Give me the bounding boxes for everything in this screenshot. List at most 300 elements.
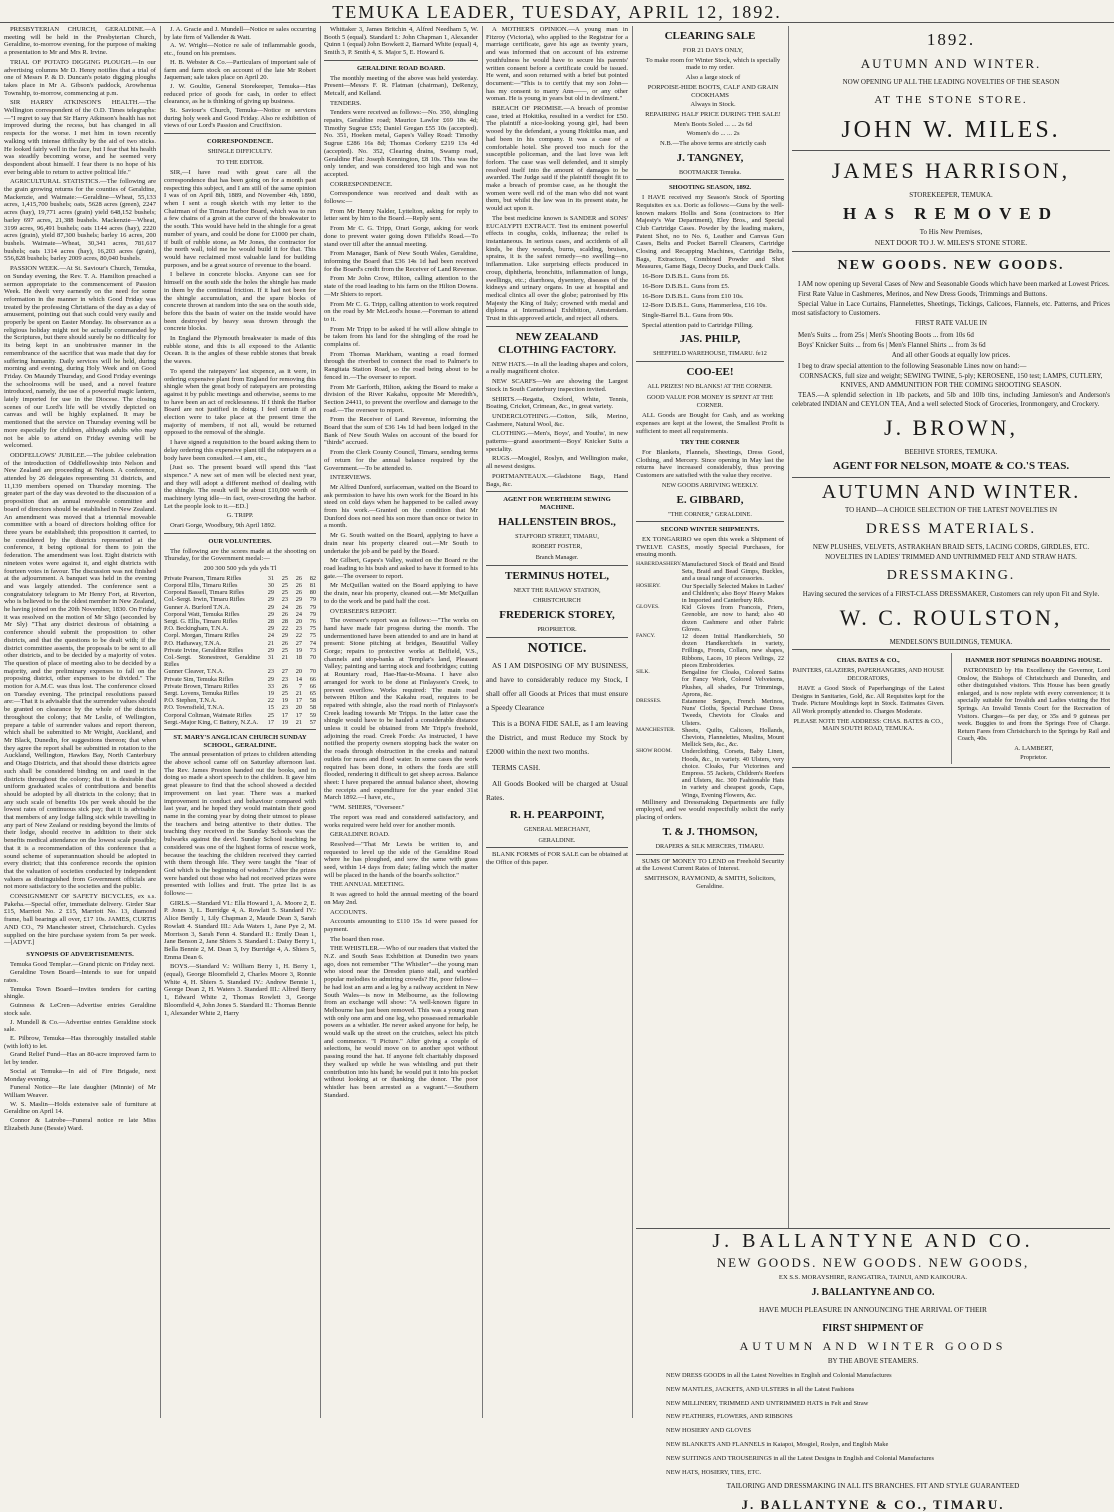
score-a: 21	[267, 639, 274, 647]
score-b: 17	[281, 711, 288, 719]
score-b: 25	[281, 574, 288, 582]
gun-item: 16-Bore D.B.B.L. Guns from £5.	[642, 282, 730, 290]
department-desc: Estamene Serges, French Merinos, Nuns' Cloths, Special Purchase Dress Tweeds, Cheviots for Cloaks and Ulsters.	[681, 697, 784, 727]
news-paragraph: AGRICULTURAL STATISTICS.—The following are the grain growing returns for the counties of Geraldine, Mackenzie, and Waimate:—Geraldine—Wheat, 55,133 acres, 1,415,700 bushels; oats, 5628 acres (green), 2247 acres (hay), 19,771 acres (grain) yield 648,152 bushels; barley 697 acres, 21,388 bushels. Mackenzie—Wheat, 3199 acres, 96,491 bushels; oats 1144 acres (hay), 2220 acres (grain), yield 87,300 bushels; barley 16 acres, 200 bushels. Waimate—Wheat, 30,341 acres, 781,617 bushels; oats 1314 acres (hay), 16,203 acres (grain), 556,828 bushels; barley 2009 acres, 80,040 bushels.	[4, 178, 156, 263]
synopsis-item: Connor & Latrobe—Funeral notice re late Miss Elizabeth June (Bessie) Ward.	[4, 1117, 156, 1132]
synopsis-item: E. Pilbrow, Temuka—Has thoroughly installed stable (with loft) to let.	[4, 1035, 156, 1050]
ballantyne-autumn: AUTUMN AND WINTER GOODS	[739, 1338, 1007, 1353]
column-5	[636, 26, 784, 1418]
score-a: 19	[267, 689, 274, 697]
new-goods-6: And all other Goods at equally low prices.	[891, 351, 1011, 360]
road-board-paragraph: Mr Alfred Dunford, surfaceman, waited on the Board to ask permission to have his own work for the Board in his steed on cold days when he happened to be called away from his work.—Granted on the condition that Mr Dunford does not need his son more than once or twice in a month.	[324, 483, 478, 530]
james-harrison: JAMES HARRISON,	[831, 158, 1071, 184]
road-board-body	[324, 75, 478, 1100]
department-name: DRESSES.	[636, 697, 662, 704]
clearing-sale-title: CLEARING SALE	[664, 30, 756, 42]
score-table	[164, 575, 316, 726]
ballantyne-steamers: EX S.S. MORAYSHIRE, RANGATIRA, TAINUI, AND KAIKOURA.	[778, 1274, 968, 1281]
letter-paragraph: SIR,—I have read with great care all the correspondence that has been going on for a month past respecting this subject, and I am still of the same opinion I was of on April 8th, 1889, and November 4th, 1890, when I sent a rough sketch with my letter to the Chairman of the Timaru Harbor Board, which was to run a few chains of a groin at the curve of the breakwater to the south. This would have held in the shingle for a great number of years, and could be done for £1000 per chain, if built of rubble stone, as Mr Jones, the contractor for the north wall, told me he would build it for that. This would have reclaimed most valuable land for building purposes, and be a great source of revenue to the board.	[164, 169, 316, 269]
score-row	[164, 712, 316, 719]
ballantyne-item: NEW SUITINGS AND TROUSERINGS in all the Latest Designs in English and Colonial Manufactures	[666, 1454, 934, 1462]
score-name: Gunner Cleaver, T.N.A.	[164, 668, 225, 676]
department-desc: Sheets, Quilts, Calicoes, Hollands, Cheviots, Flannelettes, Muslins, Mount Mellick Sets, &c., &c.	[681, 726, 784, 749]
to-the-editor: TO THE EDITOR.	[216, 158, 264, 166]
score-row	[164, 575, 316, 582]
department-desc: Bengaline for Cloaks, Colored Satins for Fancy Work, Colored Velveteens, Plushes, all shades, Fur Trimmings, Aprons, &c.	[681, 669, 784, 698]
autumn-winter: AUTUMN AND WINTER.	[860, 56, 1042, 71]
department-table	[636, 561, 784, 799]
score-b: 25	[281, 689, 288, 697]
department-name: SHOW ROOM.	[636, 748, 672, 755]
department-row	[636, 633, 784, 669]
bates-advert	[792, 653, 945, 764]
hallenstein-name: HALLENSTEIN BROS.,	[498, 515, 616, 528]
ballantyne-by: BY THE ABOVE STEAMERS.	[827, 1356, 919, 1365]
score-a: 31	[267, 653, 274, 661]
score-name: Corpl. Morgan, Timaru Rifles	[164, 632, 240, 640]
department-row	[636, 748, 784, 798]
department-row	[636, 727, 784, 749]
score-name: P.O. Townsfield, T.N.A.	[164, 704, 225, 712]
score-name: Gunner A. Burford T.N.A.	[164, 603, 231, 611]
dressmaking: DRESSMAKING.	[886, 567, 1016, 583]
score-name: Private Sim, Temuka Rifles	[164, 675, 234, 683]
road-board-paragraph: Mr Gilbert, Gapes's Valley, waited on the Board re the road leading to his bush and asked to have it formed to his gate.—The overseer to report.	[324, 557, 478, 580]
score-row	[164, 640, 316, 647]
road-board-paragraph: THE ANNUAL MEETING.	[330, 881, 405, 889]
wertheim-agent: AGENT FOR WERTHEIM SEWING MACHINE.	[503, 496, 611, 511]
removed-next: NEXT DOOR TO J. W. MILES'S STONE STORE.	[874, 238, 1028, 248]
notice-body	[486, 659, 628, 805]
clearing-line: REPAIRING HALF PRICE DURING THE SALE!	[645, 110, 781, 118]
hanmer-title: HANMER HOT SPRINGS BOARDING HOUSE.	[965, 657, 1102, 665]
score-c: 26	[295, 603, 302, 611]
column-6	[792, 26, 1110, 1418]
brown-agent: AGENT FOR NELSON, MOATE & CO.'S TEAS.	[832, 460, 1070, 473]
bates-address: PLEASE NOTE THE ADDRESS: CHAS. BATES & CO., MAIN SOUTH ROAD, TEMUKA.	[793, 717, 944, 733]
gibbard-sub: "THE CORNER," GERALDINE.	[668, 510, 752, 518]
score-row	[164, 719, 316, 726]
cooee-subtitle: ALL PRIZES! NO BLANKS! AT THE CORNER.	[647, 383, 773, 391]
ballantyne-item: NEW DRESS GOODS in all the Latest Novelties in English and Colonial Manufactures	[666, 1371, 892, 1379]
department-name: HABERDASHERY.	[636, 561, 682, 568]
cooee-subtitle-2: GOOD VALUE FOR MONEY IS SPENT AT THE CORNER.	[646, 393, 774, 409]
column-rule	[632, 26, 633, 1418]
score-a: 25	[267, 711, 274, 719]
road-board-paragraph: Mr McQuillan waited on the Board applying to have the drain, near his property, cleaned out.—Mr McQuillan to do the work and be paid half the cost.	[324, 582, 478, 605]
dept-footer: Millinery and Dressmaking Departments are fully employed, and we would respectfully solicit the early placing of orders.	[636, 798, 784, 822]
score-t: 79	[309, 610, 316, 618]
score-name: Private Brown, Timaru Rifles	[164, 682, 239, 690]
road-board-paragraph: From Thomas Markham, wanting a road formed through the riverbed to connect the road to Palmer's to Rangitata Station Road, so the road being about to be fenced in.—The overseer to report.	[324, 350, 478, 381]
score-a: 17	[267, 718, 274, 726]
new-goods-7: I beg to draw special attention to the following Seasonable Lines now on hand:—	[798, 361, 1027, 370]
volunteers-intro: The following are the scores made at the shooting on Thursday, for the Government medal:—	[164, 547, 316, 563]
news-paragraph: ODDFELLOWS' JUBILEE.—The jubilee celebration of the introduction of Oddfellowship into Nelson and New Zealand are proceeding at Nelson. A conference, attended by 26 delegates representing 31 districts, and 11,139 members opened on Thursday morning. The greater part of the day was devoted to the discussion of a proposition that an annual moveable committee and board of directors should be established in New Zealand. An amendment was moved that a triennial moveable committee with a board of directors holding office for three years be established; this proposition it carried, to be considered by the districts represented at the conference, it being optional for them to join the federation. The amendment was lost. Eight districts with nineteen votes were against it, and eight districts with fourteen votes in favour. The discussion was not finished at the adjournment. A banquet was held in the evening and was largely attended. The conference sent a congratulatory telegram to Mr Henry Fort, at Riverton, who is believed to be the oldest member in New Zealand, he having joined on the 20th November, 1830. On Friday it was resolved on the motion of Mr Sligo (seconded by Mr Sly) "That any district desirous of obtaining a conference should submit the proposition to other districts, and that the questions to be dealt with; if the district committee assents, the proposals to be sent to all other districts, and to be decided by a majority of votes. The question of place of meeting also to be decided by a majority, and the preliminary expenses to fall on the proposing district, other expenses to be divided." The motion for A.M.C. was thus lost. The conference closed on Tuesday evening. The principal resolutions passed are:—That it is advisable that the surrender values should be granted on clearance by the whole of the districts throughout the colony; that Mr Leslie, of Wellington, prepare a table of surrender values and report thereon, which shall be submitted to Mr Wright, Auckland, and Mr Black, Dunedin, for suggestions thereon; that when they agree the report shall be submitted in rotation to the Auckland, Wellington, Hawkes Bay, North Canterbury and Otago Districts, and that should these districts agree such shall be considered binding on and used in the districts throughout the colony; that it is desirable that uniform graduated scales of contributions and benefits should be adopted by all districts in the colony; that in any such scale of benefits 10s per week should be the lowest rates of continuous sick pay; that it is advisable that members of any lodge falling sick while travelling in any part of New Zealand or residing beyond the limits of their lodge, should receive in addition to their sick benefits medical attendance on the lowest scale possible; that it is a recommendation of this conference that a sound scheme of superannuation should be adopted in every district; that this conference records the opinion that the valuation of societies conducted by independent valuers as distinguished from Government officials are not more satisfactory to the societies and the public.	[4, 451, 156, 891]
letter-paragraph: In England the Plymouth breakwater is made of this rubble stone, and this is all exposed to the Atlantic Ocean. It is the angles of these rubble stones that break the waves.	[164, 335, 316, 366]
correspondence-heading: CORRESPONDENCE.	[206, 138, 274, 146]
ballantyne-item: NEW BLANKETS AND FLANNELS in Kaiapoi, Mosgiel, Roslyn, and English Make	[666, 1440, 889, 1448]
w-c-roulston: W. C. ROULSTON,	[839, 604, 1063, 630]
score-t: 75	[309, 625, 316, 633]
score-a: 15	[267, 704, 274, 712]
new-goods-intro: I AM now opening up Several Cases of New and Seasonable Goods which have been marked at Lowest Prices.	[798, 279, 1110, 288]
department-row	[636, 669, 784, 698]
synopsis-item: J. Mundell & Co.—Advertise entries Geraldine stock sale.	[4, 1018, 156, 1034]
synopsis-item: J. W. Goultie, General Storekeeper, Temuka—Has reduced price of goods for cash, in order to effect clearance, as he is thinking of giving up business.	[164, 82, 316, 106]
synopsis-item: J. A. Gracie and J. Mundell—Notice re sales occurring by late firm of Vallender & Watt.	[164, 26, 316, 41]
score-b: 23	[281, 596, 288, 604]
score-name: Col.-Sergt. Irwin, Timaru Rifles	[164, 596, 245, 604]
autumn-winter-2: AUTUMN AND WINTER.	[821, 481, 1081, 504]
column-2	[164, 26, 316, 1418]
score-row	[164, 690, 316, 697]
score-b: 27	[281, 668, 288, 676]
bates-body: HAVE a Good Stock of Paperhangings of the Latest Designs in Sanitaries, Gold, &c. All Requisites kept for the Trade. Picture Mouldings kept in Stock. Estimates Given. All Work promptly attended to. Charges Moderate.	[792, 685, 945, 715]
score-c: 21	[295, 718, 302, 726]
cartridge-filling: Special attention paid to Cartridge Filling.	[642, 321, 754, 329]
score-a: 29	[267, 589, 274, 597]
pearpoint-place: GERALDINE.	[538, 836, 576, 844]
column-1	[4, 26, 156, 1418]
breach-of-promise: BREACH OF PROMISE.—A breach of promise case, tried at Hokitika, resulted in a verdict for £50. The plaintiff a nice-looking young girl, had been wooed by the defendant, a young Hokitika man, and had been in his company. It was a case of a comfortable hotel. She proved too much for the susceptible policeman, and the last love was left forlorn. The case was well defended, and it simply resolved itself into the amount of damages to be awarded. The Judge said if the plaintiff thought fit to make a breach of promise case, as he thought the women were well rid of the man who did not want them, but whilst the law was in its present state, he would act upon it.	[486, 105, 628, 213]
notice-paragraph: This is a BONA FIDE SALE, as I am leaving the District, and must Reduce my Stock by £2000 within the next two months.	[486, 718, 628, 756]
novelties-hats: NOVELTIES IN LADIES' TRIMMED AND UNTRIMMED FELT AND STRAW HATS.	[825, 553, 1077, 562]
road-board-paragraph: Resolved—"That Mr Lewis be written to, and requested to level up the side of the Geraldine Road where he has ploughed, and sow the same with grass seed, within 14 days from date; failing which the matter will be placed in the hands of the board's solicitor."	[324, 840, 478, 879]
prize-list-continued: Whittaker 3, James Britchin 4, Alfred Needham 5, W. Booth 5 (equal). Standard I.: John Chapman 1, Alexander Quinn 1 (equal) John Bowkett 2, Barnard White (equal) 4, Smith 3, P. Smith 4, S. Major 5, E. Howard 6.	[324, 26, 478, 57]
ballantyne-tailoring: TAILORING AND DRESSMAKING IN ALL ITS BRANCHES. FIT AND STYLE GUARANTEED	[726, 1482, 1020, 1491]
new-goods-2: First Rate Value in Cashmeres, Merinos, and New Dress Goods, Trimmings and Buttons.	[798, 290, 1048, 299]
news-paragraph: PASSION WEEK.—At St. Saviour's Church, Temuka, on Sunday evening, the Rev. T. A. Hamilton preached a sermon appropriate to the commencement of Passion Week. He dwelt very earnestly on the need for some reformation in the manner in which Good Friday was treated by the professing Christians of the day as a day of amusement, pointing out that such could very easily and properly be spent on Easter Monday. Its observance as a religious holiday might not be actually commanded by the Scriptures, but there should surely be no difficulty for its being kept in an unobtrusive manner in the remembrance of the sacrifice that was made that day for suffering humanity. Daily services will be held, during morning and evening, during Holy Week and on Good Friday. On Maundy Thursday, and Good Friday evenings the schoolrooms will be used, and a novel feature introduced, namely, the use of a powerful magic lantern, lately imported for use in the Diocese. The closing scenes of our Lord's life will be vividly depicted on canvas and will be highly explained. It may be mentioned that the service on Thursday evening will be more especially for children, although adults who may not be able to attend on Friday evening will be welcomed.	[4, 265, 156, 450]
synopsis-item: Temuka Town Board—Invites tenders for carting shingle.	[4, 985, 156, 1001]
dress-materials: DRESS MATERIALS.	[865, 520, 1037, 537]
score-c: 14	[295, 675, 302, 683]
score-c: 19	[295, 646, 302, 654]
letter-paragraph: To spend the ratepayers' last sixpence, as it were, in ordering expensive plant from England for removing this shingle when the great body of ratepayers are protesting against it by public meetings and otherwise, seems to me to have been an act of recklessness. If I think the Harbor Board are not justified in doing. I feel certain if an election were to take place at the present time the majority of members, if not all, would be returned opposed to the removal of the shingle.	[164, 367, 316, 437]
score-a: 30	[267, 581, 274, 589]
department-name: HOSIERY.	[636, 582, 661, 589]
ballantyne-item: NEW MILLINERY, TRIMMED AND UNTRIMMED HATS in Felt and Straw	[666, 1399, 869, 1407]
score-row	[164, 582, 316, 589]
score-t: 70	[309, 668, 316, 676]
department-desc: Manufactured Stock of Braid and Braid Sets, Braid and Bead Gimps, Buckles, and a usual range of accessories.	[681, 561, 784, 583]
score-b: 24	[281, 603, 288, 611]
road-board-paragraph: Tenders were received as follows:—No. 350, shingling repairs, Geraldine road; Maurice Lawlor £69 18s 4d; Timothy Sugrue £55; Daniel Gregan £55 10s (accepted). No. 351, Hoeken metal, Gapes's Valley Road: Timothy Sugrue £286 16s 8d; Thomas Corkery £219 13s 4d (accepted). No. 352, Clearing drains, Swamp road, Geraldine Flat: Joseph Kennington, £8 10s. This was the only tender, and was considered too high and was not accepted.	[324, 109, 478, 178]
thomson-sub: DRAPERS & SILK MERCERS, TIMARU.	[655, 842, 765, 850]
score-c: 26	[295, 589, 302, 597]
score-c: 7	[298, 682, 302, 690]
road-board-paragraph: From Manager, Bank of New South Wales, Geraldine, informing the Board that £36 14s 1d had been received for the Board's credit from the Receiver of Land Revenue.	[324, 250, 478, 273]
score-a: 23	[267, 668, 274, 676]
department-name: MANCHESTER.	[636, 726, 676, 733]
road-board-paragraph: It was agreed to hold the annual meeting of the board on May 2nd.	[324, 891, 478, 906]
letter-body	[164, 169, 316, 510]
harrison-sub: STOREKEEPER, TEMUKA.	[909, 191, 993, 200]
score-row	[164, 632, 316, 639]
column-rule	[320, 26, 321, 1418]
sunday-school-paragraph: The annual presentation of prizes to children attending the above school came off on Saturday afternoon last. The Rev. James Preston handed out the books, and in doing so made a short speech to the children. It gave him great pleasure to find that the school showed a decided improvement on last year. There was a marked improvement in conduct and behaviour compared with last year, and he hoped they would maintain their good name in the coming year by doing their utmost to please the teachers and being attentive to their duties. The teaching they received in the Sunday Schools was the bulwarks against the devil. Sunday School teaching he considered was one of the highest forms of rescue work, because the teaching the children received they carried with them through life. They were taught the "fear of God which is the beginning of wisdom." After the prizes were handed out those who had not received prizes were presented with lollies and fruit. The prize list is as follows:—	[164, 751, 316, 898]
road-board-paragraph: The overseer's report was as follows:—"The works on hand have made fair progress during the month. The undermentioned have been attended to and are in hand at present: Stone pitching at bridges, Beautiful Valley Gorge; repairs to protective works at Belfield, V.S., channels and stop-banks at Templar's land, Pleasant Valley; painting and tarring stock and footbridges; cutting at Rountary road, Hae-Hae-te-Moana. I have also arranged for work to be done at Finlayson's Creek, to prevent overflow. Works required: The main road between Hilton and the Kakahu road, requires to be repaired with shingle, also the road north of Finlayson's Creek leading towards Mr Tripps. In the latter case the shingle would have to be hauled a considerable distance unless it could be obtained from Mr Tripp's freehold, adjoining the road. Creek Fords: As instructed, I have notified the property owners stopping back the water on the roads through obstruction in the creeks and natural outlets for races and flood water. In some cases the work required has been done, in others the fords are still flooded, rendering it difficult to get sheep across. Balance sheet: I have prepared the annual balance sheet, showing the receipts and expenditure for the year ended 31st March 1892.—I have, etc.,	[324, 617, 478, 802]
road-board-paragraph: The monthly meeting of the above was held yesterday. Present—Messrs F. R. Flatman (chairman), DeRenzy, Metcalf, and Kelland.	[324, 74, 478, 97]
clearing-line: To make room for Winter Stock, which is specially made to my order.	[645, 56, 781, 72]
volunteers-heading: OUR VOLUNTEERS.	[208, 537, 272, 545]
notice-title: NOTICE.	[527, 640, 587, 656]
score-b: 26	[281, 682, 288, 690]
score-t: 80	[309, 589, 316, 597]
philp-name: JAS. PHILP,	[679, 333, 741, 346]
score-columns: 200 300 500 yds yds yds Tl	[203, 565, 277, 572]
nz-clothing-list	[486, 361, 628, 489]
j-brown: J. BROWN,	[884, 414, 1018, 440]
synopsis-list	[4, 961, 156, 1133]
column-rule	[160, 26, 161, 1418]
ballantyne-advert	[636, 1228, 1110, 1512]
column-rule	[482, 26, 483, 1418]
bates-name: CHAS. BATES & CO.,	[836, 657, 900, 665]
score-c: 26	[295, 581, 302, 589]
score-c: 17	[295, 711, 302, 719]
score-t: 74	[309, 639, 316, 647]
synopsis-item: St. Saviour's Church, Temuka—Notice re services during holy week and Good Friday. Also re exhibition of views of our Lord's Passion and Crucifixion.	[164, 107, 316, 130]
department-desc: 12 dozen Initial Handkerchiefs, 50 dozen Handkerchiefs in variety, Frillings, Fronts, Collars, new shapes, Ribbons, Laces, 10 pieces Veilings, 22 pieces Embroideries.	[681, 633, 784, 669]
second-shipments-intro: EX TONGARIRO we open this week a Shipment of TWELVE CASES, mostly Special Purchases, for ensuing month.	[636, 535, 784, 559]
score-b: 28	[281, 617, 288, 625]
mothers-opinion: A MOTHER'S OPINION.—A young man in Fitzroy (Victoria), who applied to the Registrar for a marriage certificate, gave his age as twenty years, and was informed that on account of his extreme youthfulness he would have to secure his parents' written consent before a certificate could be issued. He went, and soon returned with a brief but pointed document:—"This is to certify that my son John—has my consent to marry Ann——, or any other woman. He is young in years but old in devilment."	[486, 26, 628, 103]
ballantyne-first: FIRST SHIPMENT OF	[822, 1322, 924, 1334]
road-board-paragraph: From Mr Garforth, Hilton, asking the Board to make a division of the River Kakahu, opposite Mr Meredith's, Section 24411, to prevent the overflow and damage to the road.—The overseer to report.	[324, 383, 478, 414]
score-a: 24	[267, 632, 274, 640]
first-rate: FIRST RATE VALUE IN	[915, 319, 987, 328]
road-board-paragraph: From Mr C. G. Tripp, Orari Gorge, asking for work done to prevent water going down Fifield's Road.—To stand over till after the annual meeting.	[324, 225, 478, 248]
gun-item: 16-Bore D.B.B.L. Guns from £10 10s.	[642, 292, 744, 300]
score-t: 57	[309, 718, 316, 726]
clothing-item: RUGS.—Mosgiel, Roslyn, and Wellington make, all newest designs.	[486, 455, 628, 471]
clothing-item: SHIRTS.—Regatta, Oxford, White, Tennis, Boating, Cricket, Crimean, &c., in great variety.	[486, 395, 628, 411]
new-goods-4: Men's Suits ... from 25s | Men's Shooting Boots ... from 10s 6d	[798, 330, 974, 339]
score-b: 26	[281, 639, 288, 647]
sunday-school-paragraph: GIRLS.—Standard VI.: Ella Howard 1, A. Moore 2, E. P. Jones 3, L. Burridge 4, A. Rowlatt 5. Standard IV.: Alice Bently 1, Lily Chapman 2, Maude Dean 3, Sarah Rowlatt 4. Standard III.: Ada Waters 1, Jane Pye 2, M. Morrison 3, Sarah Fenn 4. Standard II.: Emily Dean 1, Jane Benson 2, Jane Shiers 3. Standard I.: Daisy Berry 1, Bella Bennie 2, M. Dean 3, Ivy Burridge 4, A. Shiers 5, Emma Dean 6.	[164, 899, 316, 961]
new-goods-weekly: NEW GOODS ARRIVING WEEKLY.	[662, 481, 758, 489]
score-t: 79	[309, 596, 316, 604]
dressmaking-body: Having secured the services of a FIRST-CLASS DRESSMAKER, Customers can rely upon Fit and Style.	[802, 589, 1100, 598]
score-b: 19	[281, 718, 288, 726]
score-row	[164, 697, 316, 704]
score-c: 27	[295, 639, 302, 647]
gun-item: Single-Barrel B.L. Guns from 90s.	[642, 311, 734, 319]
sander-advert: The best medicine known is SANDER and SONS' EUCALYPTI EXTRACT. Test its eminent powerful effects in coughs, colds, influenza; the relief is instantaneous. In serious cases, and accidents of all kinds, be they wounds, burns, scalding, bruises, sprains, it is the safest remedy—no swelling—no inflammation. Like surprising effects produced in croup, diphtheria, bronchitis, inflammation of lungs, swellings, etc.; diarrhoea, dysentery, diseases of the kidneys and urinary organs. In use at hospital and medical clinics all over the globe; patronised by His Majesty the King of Italy; crowned with medal and diploma at International Exhibition, Amsterdam. Trust in this approved article, and reject all others.	[486, 214, 628, 323]
clearing-line: FOR 21 DAYS ONLY,	[682, 47, 744, 54]
clearing-line: Men's Boots Soled ... ... 2s 6d	[673, 120, 753, 128]
score-a: 29	[267, 603, 274, 611]
road-board-paragraph: Mr G. South waited on the Board, applying to have a drain near his property cleared out.—Mr South to undertake the job and be paid by the Board.	[324, 532, 478, 555]
synopsis-item: Temuka Good Templar.—Grand picnic on Friday next.	[10, 960, 155, 968]
road-board-paragraph: From Mr Tripp to be asked if he will allow shingle to be taken from his land for the shingling of the road he complains of.	[324, 325, 478, 349]
clothing-item: PORTMANTEAUX.—Gladstone Bags, Hand Bags, &c.	[486, 472, 628, 488]
score-name: Private Irvine, Geraldine Rifles	[164, 646, 244, 654]
score-t: 58	[309, 704, 316, 712]
has-removed: HAS REMOVED	[843, 203, 1059, 223]
score-a: 29	[267, 610, 274, 618]
stone-store: AT THE STONE STORE.	[874, 94, 1028, 107]
new-goods-9: TEAS.—A splendid selection in 1lb packets, and 5lb and 10lb tins, including Jamieson's and Anderson's celebrated INDIAN and CEYLON TEA, And a well selected Stock of Groceries, Ironmongery, and Crockery.	[792, 391, 1110, 408]
score-c: 20	[295, 617, 302, 625]
score-a: 33	[267, 682, 274, 690]
score-a: 29	[267, 646, 274, 654]
nz-clothing-factory-title: NEW ZEALAND CLOTHING FACTORY.	[498, 330, 616, 356]
lambert-name: A. LAMBERT,	[1014, 744, 1054, 752]
score-row	[164, 668, 316, 675]
score-name: Corporal Coltman, Waimate Rifles	[164, 711, 252, 719]
score-row	[164, 604, 316, 611]
gun-item: 16-Bore D.B.B.L. Guns from £6.	[642, 273, 730, 281]
score-b: 21	[281, 653, 288, 661]
john-w-miles: JOHN W. MILES.	[841, 117, 1061, 144]
ballantyne-item: NEW HOSIERY AND GLOVES	[666, 1427, 752, 1435]
synopsis-continued	[164, 26, 316, 130]
brown-sub: BEEHIVE STORES, TEMUKA.	[904, 447, 998, 456]
sunday-school-heading: ST. MARY'S ANGLICAN CHURCH SUNDAY SCHOOL, GERALDINE.	[173, 733, 307, 749]
synopsis-item: Guinness & LeCren—Advertise entries Geraldine stock sale.	[4, 1002, 156, 1017]
score-b: 26	[281, 610, 288, 618]
score-a: 29	[267, 675, 274, 683]
news-paragraph: PRESBYTERIAN CHURCH, GERALDINE.—A meeting will be held in the Presbyterian Church, Geraldine, to-morrow evening, for the purpose of making a presentation to Mr and Mrs R. Irvine.	[4, 26, 156, 57]
synopsis-item: H. B. Webster & Co.—Particulars of important sale of farm and farm stock on account of the late Mr Robert Jaqueman; sale takes place on April 20.	[164, 58, 316, 82]
score-c: 20	[295, 704, 302, 712]
road-board-paragraph: From the Clerk County Council, Timaru, sending terms of return for the annual balance required by the Government.—To be attended to.	[324, 449, 478, 472]
cooee-body: ALL Goods are Bought for Cash, and as working expenses are kept at the lowest, the Smallest Profit is sufficient to meet all requirements.	[636, 412, 784, 435]
road-board-paragraph: From Mr C. G. Tripp, calling attention to work required on the road by Mr McLeod's house.—Foreman to attend to it.	[324, 300, 478, 323]
score-t: 58	[309, 697, 316, 705]
score-b: 19	[281, 697, 288, 705]
clothing-item: NEW HATS.—In all the leading shapes and colors, a really magnificent choice.	[486, 360, 628, 376]
score-t: 66	[309, 675, 316, 683]
local-news	[4, 26, 156, 947]
new-goods-5: Boys' Knicker Suits ... from 6s | Men's Flannel Shirts ... from 3s 6d	[798, 341, 986, 350]
clearing-line: Always in Stock.	[690, 101, 736, 109]
news-paragraph: CONSIGNMENT OF SAFETY BICYCLES, ex s.s. Pakeha.—Special offer, immediate delivery. Girder Star £15, Marriott No. 2 £15, Marriott No. 13, diamond frame, ball bearings all over, £17 10s. JAMES, CURTIS AND CO., 79 Manchester street, Christchurch. Cycles supplied on the hire purchase system from 5s per week.—[ADVT.]	[4, 893, 156, 947]
score-name: P.O. Hathaway, T.N.A.	[164, 639, 222, 647]
road-board-paragraph: Correspondence was received and dealt with as follows:—	[324, 190, 478, 206]
score-c: 29	[295, 596, 302, 604]
hallenstein-role: Branch Manager.	[535, 554, 579, 562]
gun-list	[636, 273, 784, 320]
terminus-role: PROPRIETOR.	[537, 626, 577, 634]
road-board-heading: GERALDINE ROAD BOARD.	[356, 64, 446, 72]
score-row	[164, 625, 316, 632]
department-row	[636, 604, 784, 633]
score-row	[164, 654, 316, 668]
score-row	[164, 589, 316, 596]
column-3	[324, 26, 478, 1418]
score-c: 22	[295, 632, 302, 640]
tangney-role: BOOTMAKER Temuka.	[678, 168, 741, 176]
score-c: 24	[295, 610, 302, 618]
synopsis-item: Social at Temuka—In aid of Fire Brigade, next Monday evening.	[4, 1067, 156, 1083]
sums-to-lend: SUMS OF MONEY TO LEND on Freehold Security at the Lowest Current Rates of Interest.	[636, 857, 784, 873]
correspondence-subject: SHINGLE DIFFICULTY.	[207, 147, 273, 155]
score-t: 81	[309, 581, 316, 589]
department-desc: Kid Gloves from Francois, Friers, Grenoble, are now to hand; also 40 dozen Cashmere and other Fabric Gloves.	[681, 604, 784, 633]
clearing-sale-body	[636, 47, 784, 148]
letter-paragraph: I have signed a requisition to the board asking them to delay ordering this expensive plant till the ratepayers as a body have been consulted.—I am, etc.,	[164, 439, 316, 462]
letter-paragraph: I believe in concrete blocks. Anyone can see for himself on the south side the holes the shingle has made in them by the continual friction. If it had not been for the shingle accumulation, and the spare blocks of concrete thrown at random into the sea on the south side, before this the basin of water on the inside would have been destroyed by heavy seas thrown through the concrete blocks.	[164, 271, 316, 333]
road-board-paragraph: Accounts amounting to £110 15s 1d were passed for payment.	[324, 918, 478, 933]
department-row	[636, 561, 784, 583]
department-desc: Underclothing, Corsets, Baby Linen, Hoods, &c., in variety. 40 Ulsters, very choice. Cloaks, Fur Victorines and Empress. 55 Jackets, Children's Reefers and Ulsters, &c. 300 Fashionable Hats in variety and cheapest goods, Caps, Wings, Evening Flowers, &c.	[681, 748, 784, 799]
ballantyne-items	[636, 1372, 1110, 1476]
score-b: 29	[281, 632, 288, 640]
ballantyne-item: NEW HATS, HOSIERY, TIES, ETC.	[666, 1468, 762, 1476]
terminus-city: CHRISTCHURCH	[533, 597, 581, 605]
score-row	[164, 676, 316, 683]
masthead: TEMUKA LEADER, TUESDAY, APRIL 12, 1892.	[0, 2, 1114, 23]
department-row	[636, 698, 784, 727]
ballantyne-item: NEW FEATHERS, FLOWERS, AND RIBBONS	[666, 1413, 793, 1421]
score-row	[164, 596, 316, 603]
department-row	[636, 583, 784, 605]
lambert-role: Proprietor.	[1020, 754, 1048, 762]
new-goods-3: Special Value in Lace Curtains, Flannelettes, Sheetings, Tickings, Calicoes, Flannels, etc. Patterns, and Prices most satisfactory to Customers.	[792, 300, 1110, 317]
philp-address: SHEFFIELD WAREHOUSE, TIMARU. fe12	[653, 350, 767, 358]
score-row	[164, 618, 316, 625]
score-name: Corporal Ellis, Timaru Rifles	[164, 581, 238, 589]
score-row	[164, 647, 316, 654]
score-t: 75	[309, 632, 316, 640]
road-board-paragraph: OVERSEER'S REPORT.	[330, 607, 397, 615]
synopsis-heading: SYNOPSIS OF ADVERTISEMENTS.	[26, 950, 134, 958]
pearpoint-role: GENERAL MERCHANT,	[524, 825, 590, 833]
year-1892: 1892.	[926, 30, 976, 49]
blank-forms-notice: BLANK FORMS of FOR SALE can be obtained at the Office of this paper.	[486, 851, 628, 866]
score-c: 21	[295, 689, 302, 697]
tangney-name: J. TANGNEY,	[676, 151, 744, 164]
news-paragraph: SIR HARRY ATKINSON'S HEALTH.—The Wellington correspondent of the O.D. Times telegraphs:—"I regret to say that Sir Harry Atkinson's health has not improved during the recess, but has changed in all respects for the worse. I met him in town recently walking with intense difficulty by the aid of two sticks. He looked fairly well in the face, but I fear that his health was steadily becoming worse, and he seemed very despondent about himself. I fear there is no hope of his ever being able to return to active political life."	[4, 99, 156, 176]
score-row	[164, 683, 316, 690]
score-b: 23	[281, 704, 288, 712]
score-b: 23	[281, 675, 288, 683]
corner-body: For Blankets, Flannels, Sheetings, Dress Good, Clothing, and Mercery. Since opening in May last the returns have increased considerably, thus proving Customers are satisfied with the value they receive.	[636, 449, 784, 480]
score-b: 25	[281, 581, 288, 589]
score-t: 59	[309, 711, 316, 719]
score-a: 22	[267, 697, 274, 705]
score-c: 26	[295, 574, 302, 582]
score-row	[164, 704, 316, 711]
score-b: 25	[281, 589, 288, 597]
score-name: Sergt. G. Ellis, Timaru Rifles	[164, 617, 238, 625]
road-board-paragraph: INTERVIEWS.	[330, 474, 372, 482]
road-board-paragraph: From Mr Henry Nalder, Lyttelton, asking for reply to letter sent by him to the Board.—Reply sent.	[324, 207, 478, 223]
thomson-name: T. & J. THOMSON,	[662, 825, 758, 838]
score-a: 31	[267, 574, 274, 582]
ballantyne-sig: J. BALLANTYNE & CO., TIMARU.	[741, 1497, 1005, 1512]
road-board-paragraph: TENDERS.	[330, 99, 362, 107]
road-board-paragraph: The board then rose.	[330, 935, 385, 943]
solicitors: SMITHSON, RAYMOND, & SMITH, Solicitors, Geraldine.	[644, 874, 776, 890]
score-a: 29	[267, 596, 274, 604]
shooting-season-body: I HAVE received my Season's Stock of Sporting Requisites ex s.s. Doric as follows:—Guns by the well-known makers Hollis and Sons (contractors to Her Majesty's War Department), Eley Bros., and Special Club Cartridge Cases. Powder by the leading makers, Patent Shot, no to No. 6, Leather and Canvas Gun Cases, Belts and Pocket Barrell Cleaners, Cartridge Closing and Recapping Machines, Cartridge Belts, Bags, Extractors, Combined Powder and Shot Measures, Game Bags, Decoy Ducks, and Duck Calls.	[636, 194, 784, 271]
new-goods-8: CORNSACKS, full size and weight; SEWING TWINE, 5-ply; KEROSENE, 150 test; LAMPS, CUTLERY, KNIVES, AND AMMUNITION FOR THE COMING SHOOTING SEASON.	[799, 372, 1103, 389]
score-name: Sergt. Lovens, Temuka Rifles	[164, 689, 239, 697]
road-board-paragraph: GERALDINE ROAD.	[330, 831, 390, 839]
synopsis-item: Funeral Notice—Re late daughter (Minnie) of Mr William Weaver.	[4, 1084, 156, 1099]
clearing-line: N.B.—The above terms are strictly cash	[659, 140, 766, 148]
department-name: GLOVES.	[636, 604, 660, 611]
notice-paragraph: All Goods Booked will be charged at Usual Rates.	[486, 778, 628, 802]
score-name: P.O. Stephen, T.N.A.	[164, 697, 217, 705]
terminus-hotel-title: TERMINUS HOTEL,	[505, 569, 609, 582]
score-name: P.O. Beckingham, T.N.A.	[164, 625, 229, 633]
clearing-line: Also a large stock of	[685, 74, 741, 82]
